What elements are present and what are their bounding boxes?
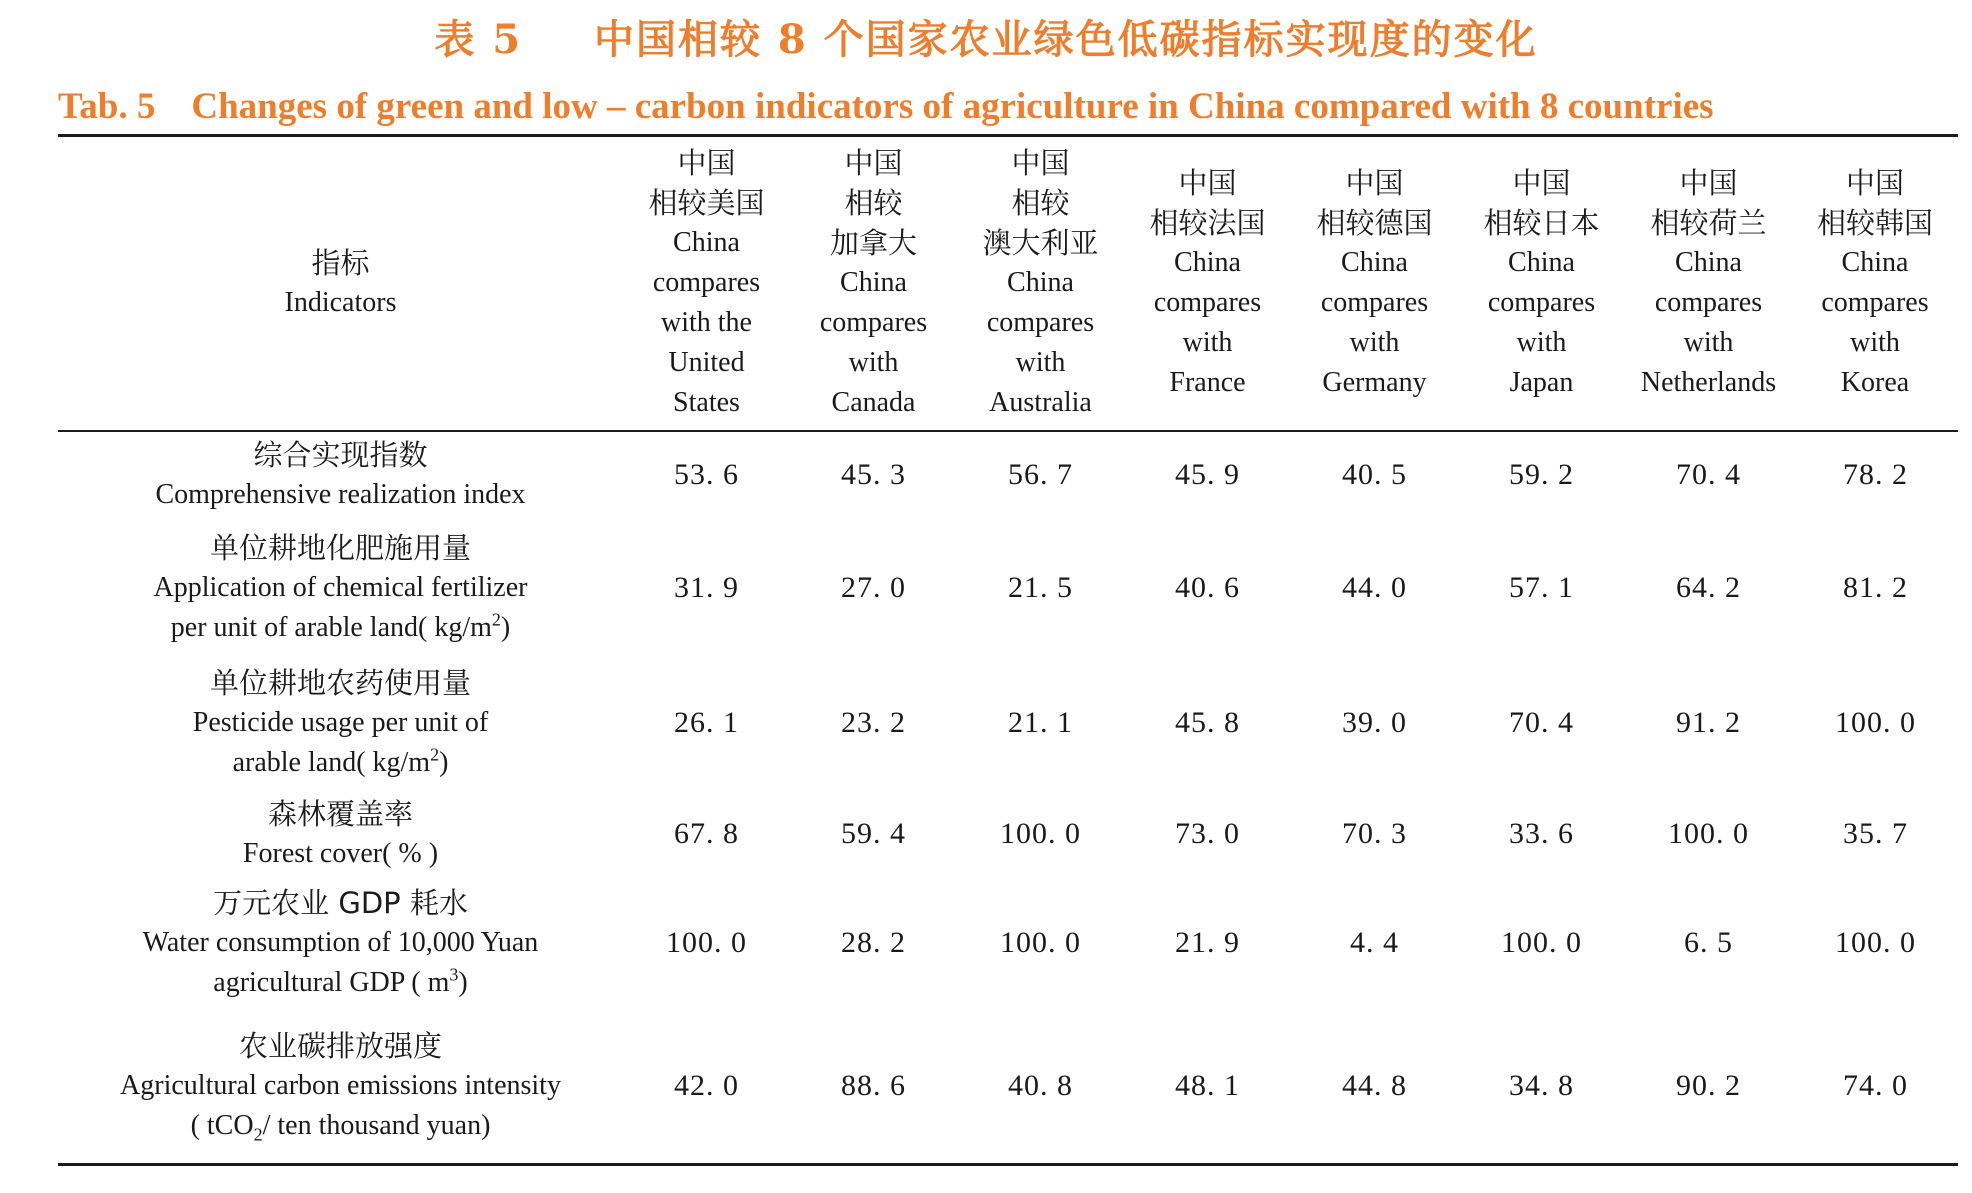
header-cn-line: 相较 <box>1011 186 1070 220</box>
value-cell: 6. 5 <box>1684 926 1733 959</box>
value-cell: 44. 8 <box>1342 1068 1407 1102</box>
value-cell: 45. 3 <box>841 458 906 491</box>
indicator-unit-text: ) <box>500 611 511 643</box>
header-cn-line: 中国 <box>1845 166 1904 200</box>
header-germany <box>1291 140 1458 426</box>
header-en-line: United <box>668 347 745 378</box>
header-en-line: China <box>1007 267 1074 298</box>
header-cn-line: 相较荷兰 <box>1650 206 1767 240</box>
header-en-line: compares <box>986 307 1095 338</box>
header-en-line: China <box>1174 247 1241 278</box>
value-cell: 28. 2 <box>841 926 906 959</box>
indicator-cell <box>58 520 623 655</box>
table-bottom-rule <box>58 1163 1958 1166</box>
value-cell: 21. 1 <box>1008 705 1073 739</box>
header-cn-line: 中国 <box>1011 146 1070 180</box>
header-en-line: Germany <box>1322 367 1427 398</box>
indicator-unit-text: arable land( kg/m <box>232 746 431 778</box>
value-cell: 4. 4 <box>1350 926 1399 959</box>
value-cell: 27. 0 <box>841 570 906 604</box>
table-caption-en <box>58 78 1958 136</box>
value-cell: 45. 9 <box>1175 458 1240 491</box>
indicator-unit-exponent: 2 <box>430 744 440 765</box>
indicator-name-cn: 综合实现指数 <box>253 438 428 472</box>
value-cell: 73. 0 <box>1175 817 1240 850</box>
indicator-unit-text: agricultural GDP ( m <box>213 967 450 998</box>
header-usa <box>623 140 790 426</box>
indicator-name-cn: 万元农业 GDP 耗水 <box>213 886 468 920</box>
header-cn-line: 中国 <box>677 146 736 180</box>
value-cell: 21. 9 <box>1175 926 1240 959</box>
indicator-name-cn: 单位耕地化肥施用量 <box>209 530 471 565</box>
header-en-line: Australia <box>989 387 1092 418</box>
table-title-cn: 中国相较 8 个国家农业绿色低碳指标实现度的变化 <box>593 16 1538 63</box>
value-cell: 90. 2 <box>1676 1068 1741 1102</box>
header-cn-line: 相较德国 <box>1316 206 1433 240</box>
header-cn-line: 相较韩国 <box>1816 206 1933 240</box>
value-cell: 40. 8 <box>1008 1068 1073 1102</box>
indicator-unit-line <box>171 608 510 648</box>
value-cell: 74. 0 <box>1843 1068 1908 1102</box>
value-cell: 70. 4 <box>1509 705 1574 739</box>
value-cell: 100. 0 <box>1835 705 1916 739</box>
value-cell: 33. 6 <box>1509 817 1574 850</box>
indicator-name-en: Forest cover( % ) <box>242 838 439 869</box>
value-cell: 39. 0 <box>1342 705 1407 739</box>
header-cn-line: 相较美国 <box>648 186 765 220</box>
value-cell: 100. 0 <box>666 926 747 959</box>
header-korea <box>1792 140 1958 426</box>
header-cn-line: 相较法国 <box>1149 206 1266 240</box>
indicator-unit-text: per unit of arable land( kg/m <box>170 611 492 643</box>
header-en-line: China <box>1508 247 1575 278</box>
header-cn-line: 中国 <box>1345 166 1404 200</box>
header-en-line: with <box>848 347 899 378</box>
value-cell: 59. 2 <box>1509 458 1574 491</box>
indicator-name-cn: 森林覆盖率 <box>267 797 413 831</box>
table-caption-cn <box>0 8 1972 72</box>
header-indicators-cn: 指标 <box>311 246 370 280</box>
indicator-cell <box>58 878 623 1008</box>
header-en-line: with <box>1683 327 1734 358</box>
value-cell: 56. 7 <box>1008 458 1073 491</box>
header-netherlands <box>1625 140 1792 426</box>
header-japan <box>1458 140 1625 426</box>
header-en-line: States <box>673 387 740 418</box>
header-en-line: compares <box>652 267 761 298</box>
indicator-cell <box>58 655 623 790</box>
value-cell: 57. 1 <box>1509 570 1574 604</box>
indicator-unit-text: ) <box>439 746 449 778</box>
header-en-line: China <box>840 267 907 298</box>
header-canada <box>790 140 957 426</box>
value-cell: 40. 6 <box>1175 570 1240 604</box>
indicator-cell <box>58 790 623 878</box>
header-en-line: with <box>1015 347 1066 378</box>
indicator-name-cn: 农业碳排放强度 <box>238 1028 442 1063</box>
header-cn-line: 中国 <box>844 146 903 180</box>
value-cell: 53. 6 <box>674 458 739 491</box>
value-cell: 64. 2 <box>1676 570 1741 604</box>
value-cell: 42. 0 <box>674 1068 739 1102</box>
value-cell: 35. 7 <box>1843 817 1908 850</box>
table-label-en: Tab. 5 <box>58 86 156 127</box>
value-cell: 70. 4 <box>1676 458 1741 491</box>
indicator-name-cn: 单位耕地农药使用量 <box>209 665 471 700</box>
header-cn-line: 中国 <box>1512 166 1571 200</box>
value-cell: 40. 5 <box>1342 458 1407 491</box>
header-en-line: with the <box>661 307 752 338</box>
header-en-line: with <box>1850 327 1900 358</box>
value-cell: 88. 6 <box>841 1068 906 1102</box>
value-cell: 21. 5 <box>1008 570 1073 604</box>
value-cell: 100. 0 <box>1668 817 1749 850</box>
value-cell: 59. 4 <box>841 817 906 850</box>
header-indicators-en: Indicators <box>284 287 397 318</box>
value-cell: 100. 0 <box>1501 926 1582 959</box>
header-cn-line: 澳大利亚 <box>982 226 1099 260</box>
header-cn-line: 相较日本 <box>1483 206 1600 240</box>
header-en-line: with <box>1349 327 1400 358</box>
indicator-unit-text: / ten thousand yuan) <box>262 1109 491 1141</box>
indicator-unit-exponent: 3 <box>449 964 459 985</box>
indicator-cell <box>58 430 623 520</box>
value-cell: 100. 0 <box>1835 926 1916 959</box>
header-en-line: compares <box>1487 287 1596 318</box>
indicator-name-en: Water consumption of 10,000 Yuan <box>142 927 539 958</box>
header-en-line: China <box>1341 247 1408 278</box>
table-title-en: Changes of green and low – carbon indicators of agriculture in China compared with 8 countries <box>191 86 1714 127</box>
indicator-name-en: Agricultural carbon emissions intensity <box>120 1069 561 1101</box>
value-cell: 48. 1 <box>1175 1068 1240 1102</box>
indicator-cell <box>58 1008 623 1163</box>
indicator-unit-exponent: 2 <box>253 1124 263 1145</box>
indicator-name-en: Application of chemical fertilizer <box>153 571 528 603</box>
header-cn-line: 中国 <box>1178 166 1237 200</box>
value-cell: 78. 2 <box>1843 458 1908 491</box>
indicator-name-en: Comprehensive realization index <box>155 479 526 510</box>
header-en-line: China <box>673 227 740 258</box>
header-en-line: compares <box>1654 287 1763 318</box>
header-en-line: with <box>1516 327 1567 358</box>
value-cell: 91. 2 <box>1676 705 1741 739</box>
header-en-line: Netherlands <box>1640 367 1777 398</box>
indicator-unit-exponent: 2 <box>491 609 501 630</box>
header-en-line: Japan <box>1509 367 1574 398</box>
header-australia <box>957 140 1124 426</box>
indicator-unit-text: ) <box>458 967 468 998</box>
indicator-unit-line <box>233 743 449 783</box>
indicator-unit-text: ( tCO <box>190 1109 254 1141</box>
header-cn-line: 相较 <box>844 186 903 220</box>
header-en-line: compares <box>819 307 928 338</box>
value-cell: 45. 8 <box>1175 705 1240 739</box>
header-en-line: Korea <box>1840 367 1910 398</box>
value-cell: 67. 8 <box>674 817 739 850</box>
header-en-line: China <box>1675 247 1742 278</box>
header-en-line: China <box>1841 247 1909 278</box>
value-cell: 23. 2 <box>841 705 906 739</box>
header-en-line: Canada <box>831 387 916 418</box>
value-cell: 81. 2 <box>1843 570 1908 604</box>
indicator-unit-line <box>191 1106 491 1146</box>
indicator-unit-line <box>213 963 467 1003</box>
value-cell: 44. 0 <box>1342 570 1407 604</box>
value-cell: 70. 3 <box>1342 817 1407 850</box>
table-label-cn: 表 5 <box>434 16 523 63</box>
indicator-name-en: Pesticide usage per unit of <box>192 706 489 738</box>
value-cell: 31. 9 <box>674 570 739 604</box>
header-en-line: compares <box>1320 287 1429 318</box>
value-cell: 100. 0 <box>1000 817 1081 850</box>
header-cn-line: 中国 <box>1679 166 1738 200</box>
value-cell: 100. 0 <box>1000 926 1081 959</box>
header-france <box>1124 140 1291 426</box>
header-en-line: compares <box>1153 287 1262 318</box>
header-indicators <box>58 140 623 426</box>
table-top-rule <box>58 134 1958 137</box>
value-cell: 26. 1 <box>674 705 739 739</box>
header-en-line: compares <box>1821 287 1929 318</box>
value-cell: 34. 8 <box>1509 1068 1574 1102</box>
header-en-line: with <box>1182 327 1233 358</box>
header-en-line: France <box>1169 367 1246 398</box>
header-cn-line: 加拿大 <box>829 226 917 260</box>
